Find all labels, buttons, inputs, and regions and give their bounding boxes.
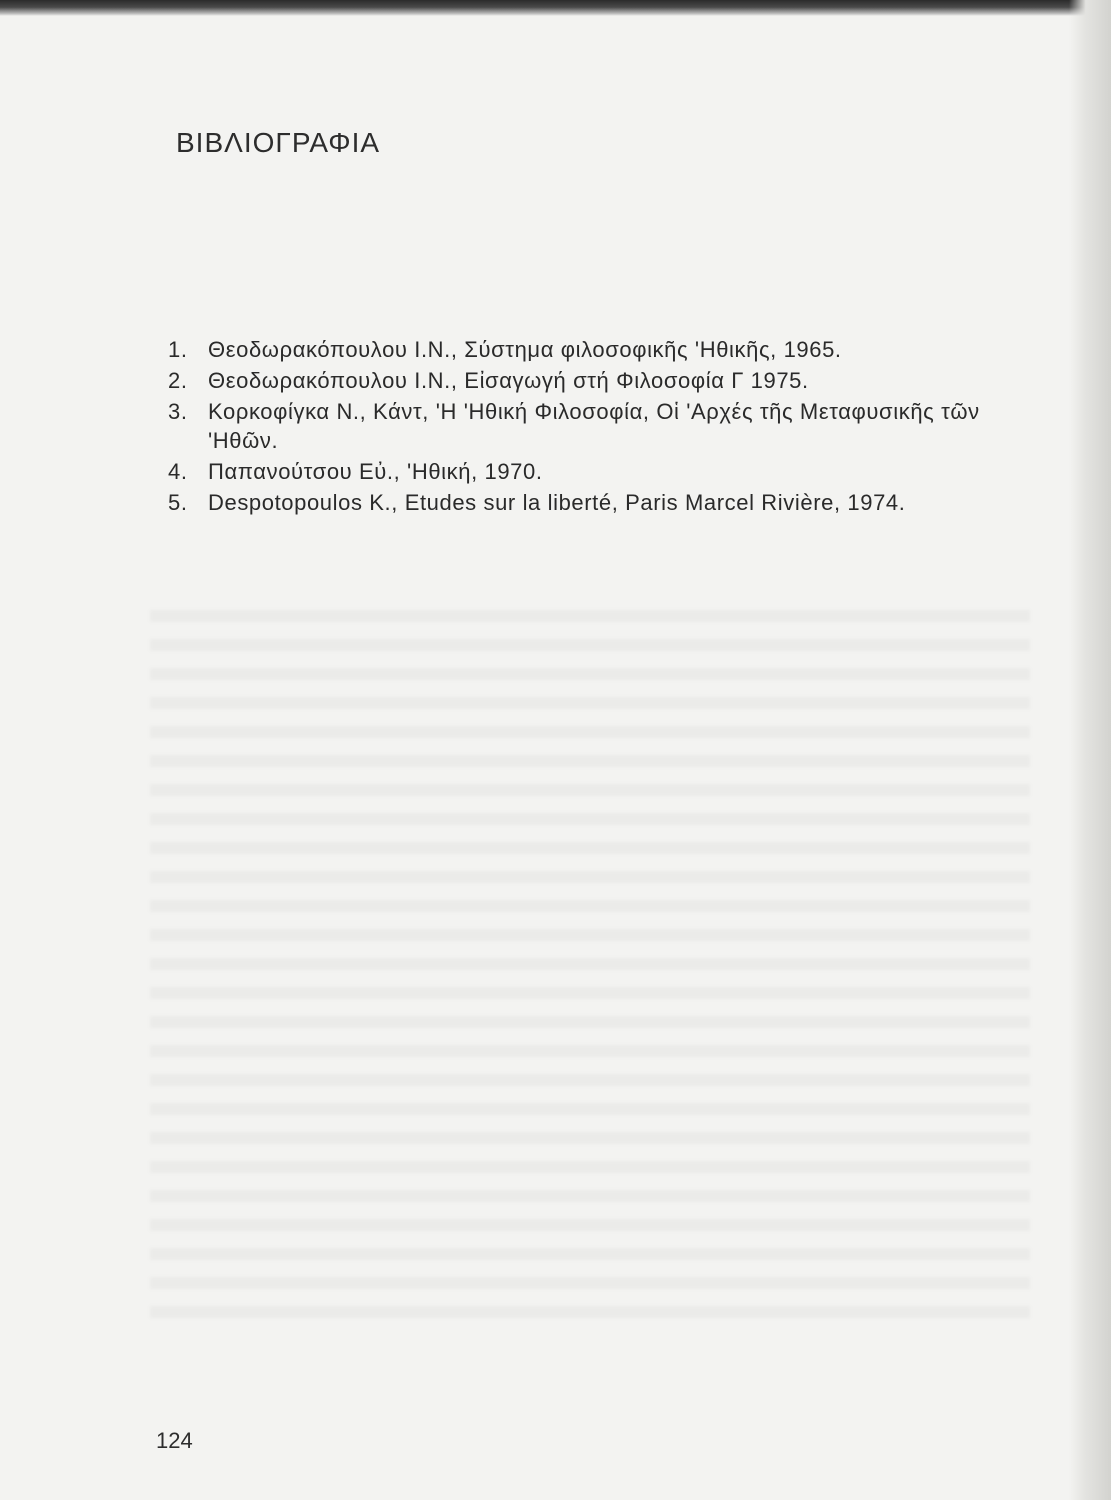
entry-text: Θεοδωρακόπουλου Ι.Ν., Σύστημα φιλοσοφικῆς 'Ηθικῆς, 1965. (208, 337, 842, 362)
page-title: ΒΙΒΛΙΟΓΡΑΦΙΑ (176, 127, 381, 158)
page-number: 124 (156, 1428, 193, 1453)
bibliography-entry (168, 335, 1028, 364)
bibliography-list (168, 335, 1028, 519)
scan-top-edge (0, 0, 1111, 16)
show-through-text (150, 600, 1030, 1320)
entry-text: Κορκοφίγκα Ν., Κάντ, 'Η 'Ηθική Φιλοσοφία, Οἱ 'Αρχές τῆς Μεταφυσικῆς τῶν 'Ηθῶν. (208, 399, 980, 453)
bibliography-entry (168, 397, 1028, 455)
entry-number: 3. (168, 399, 188, 424)
entry-text: Θεοδωρακόπουλου Ι.Ν., Εἰσαγωγή στή Φιλοσοφία Γ 1975. (208, 368, 809, 393)
entry-text: Despotopoulos K., Etudes sur la liberté, Paris Marcel Rivière, 1974. (208, 490, 906, 515)
bibliography-entry (168, 457, 1028, 486)
entry-number: 5. (168, 490, 188, 515)
bibliography-entry (168, 488, 1028, 517)
entry-number: 4. (168, 459, 188, 484)
page-spine-shadow (1069, 0, 1111, 1500)
entry-number: 1. (168, 337, 188, 362)
bibliography-entry (168, 366, 1028, 395)
entry-text: Παπανούτσου Εὐ., 'Ηθική, 1970. (208, 459, 543, 484)
entry-number: 2. (168, 368, 188, 393)
